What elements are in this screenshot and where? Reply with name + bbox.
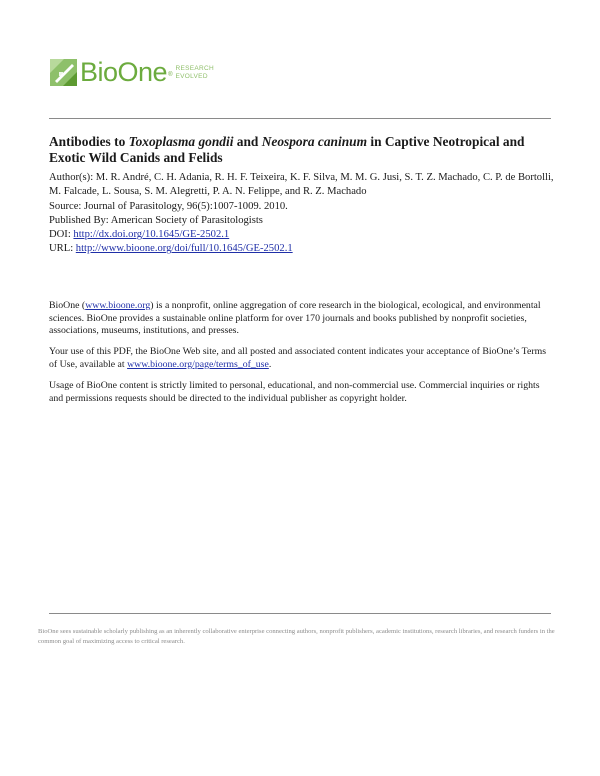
bioone-notice [49,300,549,414]
terms-text-2: . [268,358,272,370]
logo-tagline-line-2: EVOLVED [175,72,208,80]
bioone-home-link[interactable]: www.bioone.org [85,300,151,311]
about-text-1: BioOne ( [49,300,86,311]
doi-link[interactable]: http://dx.doi.org/10.1645/GE-2502.1 [73,229,230,241]
notice-paragraph-about [49,300,549,338]
terms-of-use-link[interactable]: www.bioone.org/page/terms_of_use [127,358,269,370]
top-divider [49,118,551,119]
bottom-divider [49,613,551,614]
terms-text-1: Your use of this PDF, the BioOne Web site, and all posted and associated content indicates your acceptance of BioOne’s Terms of Use, available at [49,346,547,370]
article-authors: Author(s): M. R. André, C. H. Adania, R. H. F. Teixeira, K. F. Silva, M. M. G. Jusi, S. T. Z. Machado, C. P. de Bortolli, M. Falcade, L. Sousa, S. M. Alegretti, P. A. N. Felippe, and R. Z. Machado [49,172,554,198]
title-text-3: in Captive Neotropical and Exotic Wild Canids and Felids [49,134,525,165]
article-doi [49,228,554,242]
logo-registered-mark: ® [168,72,173,78]
bioone-logo-mark-icon [50,59,77,86]
title-text-1: Antibodies to [49,134,129,149]
article-info [49,134,554,257]
notice-paragraph-terms [49,346,549,371]
article-url [49,242,554,256]
logo-tagline [175,65,214,81]
title-species-1: Toxoplasma gondii [128,134,234,149]
article-source: Source: Journal of Parasitology, 96(5):1007-1009. 2010. [49,200,288,212]
logo-tagline-line-1: RESEARCH [175,64,215,72]
doi-label: DOI: [49,229,74,241]
logo-wordmark: BioOne [80,56,168,87]
notice-paragraph-usage: Usage of BioOne content is strictly limited to personal, educational, and non-commercial use. Commercial inquiries or rights and permissions requests should be directed to the individual publisher as copyright holder. [49,379,540,404]
title-species-2: Neospora caninum [261,134,367,149]
bioone-logo [50,56,214,88]
article-publisher: Published By: American Society of Parasitologists [49,214,263,226]
title-text-2: and [233,134,262,149]
footer-statement: BioOne sees sustainable scholarly publishing as an inherently collaborative enterprise connecting authors, nonprofit publishers, academic institutions, research libraries, and research funders in the common goal of maximizing access to critical research. [38,628,555,645]
article-url-link[interactable]: http://www.bioone.org/doi/full/10.1645/GE-2502.1 [75,243,293,255]
url-label: URL: [49,243,76,255]
about-text-2: ) is a nonprofit, online aggregation of core research in the biological, ecological, and environmental sciences. BioOne provides a sustainable online platform for over 170 journals and books published by nonprofit societies, associations, museums, institutions, and presses. [49,300,541,337]
article-title [49,134,554,166]
